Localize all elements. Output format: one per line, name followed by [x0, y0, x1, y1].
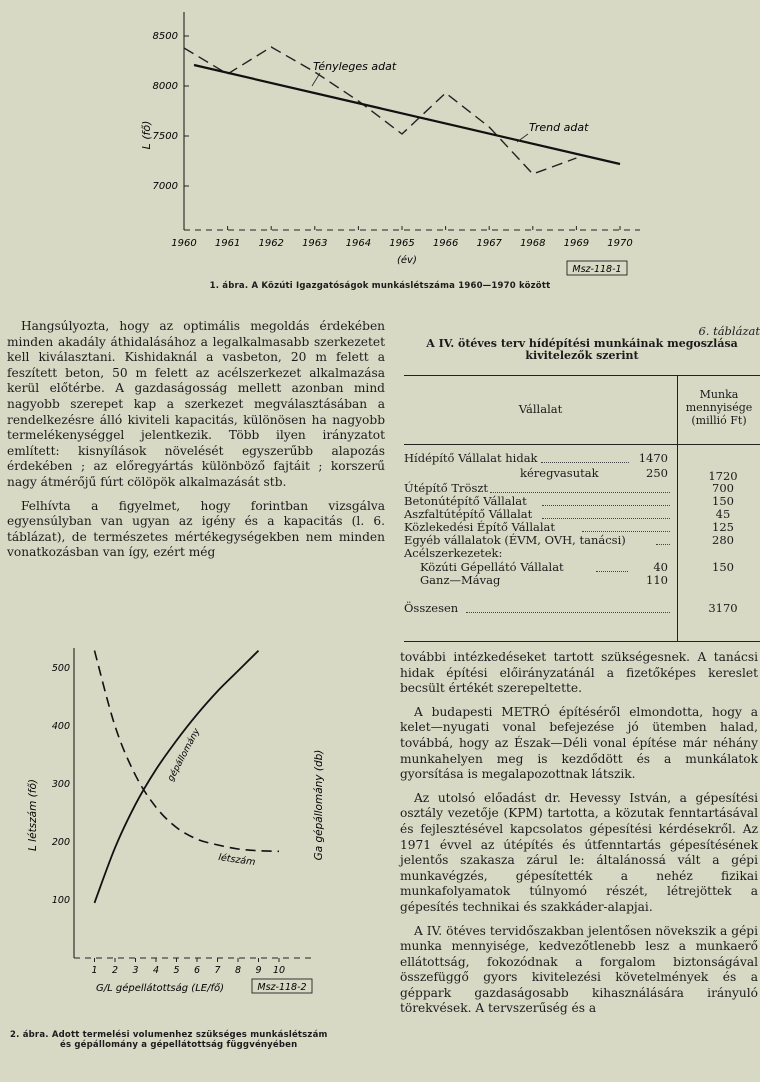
- table-header-amount-2: mennyisége: [685, 401, 753, 414]
- figure1-caption: 1. ábra. A Közúti Igazgatóságok munkáslétszáma 1960—1970 között: [209, 281, 551, 291]
- table-row-value: 150: [712, 494, 734, 508]
- table-title-2: kivitelezők szerint: [525, 349, 639, 362]
- left-text-column: [7, 319, 385, 561]
- table-row-label: Hídépítő Vállalat hidak: [404, 451, 538, 465]
- table-row-dots: [582, 531, 670, 532]
- table-row-value: 125: [712, 520, 734, 534]
- table-row-label: kéregvasutak: [520, 466, 599, 480]
- table-total-dots: [466, 612, 670, 613]
- figure2-ylabel-right: Ga gépállomány (db): [313, 749, 325, 861]
- table-total-label: Összesen: [404, 601, 459, 615]
- figure1-series: [184, 47, 620, 174]
- table-row-dots: [542, 505, 670, 506]
- table-rule-header: [404, 444, 760, 445]
- figure2-tag: Msz-118-2: [257, 982, 307, 993]
- figure1-trend-line: [194, 65, 620, 164]
- table-rule-bottom: [404, 641, 760, 642]
- table-row-dots: [541, 462, 629, 463]
- figure2-chart: [0, 640, 395, 1012]
- figure2-caption-1: 2. ábra. Adott termelési volumenhez szükséges munkáslétszám: [10, 1030, 328, 1040]
- figure1-xtick-label: 1963: [302, 238, 328, 249]
- figure2-xtick-label: 2: [111, 965, 119, 976]
- figure2-ytick-label: 100: [51, 895, 70, 906]
- left-paragraph-1: Hangsúlyozta, hogy az optimális megoldás érdekében minden akadály áthidalásához a legalkalmasabb szerkezetet kell kiválasztani. Kishidaknál a vasbeton, 20 m felett a feszített beton, 50 m felett az acélszerkezet alkalmazása kerül előtérbe. A gazdaságosság mellett azonban mind nagyobb szerepet kap a szerkezet megválasztásában a rendelkezésre álló kiviteli kapacitás, különösen ha nagyobb termelékenységgel jelentkezik. Több ilyen irányzatot említett: kisnyílások növelését egyszerűbb alapozás érdekében ; az előregyártás különböző fajtáit ; korszerű nagy átmérőjű fúrt cölöpök alkalmazását stb.: [7, 319, 385, 489]
- figure1-xtick-label: 1967: [476, 238, 502, 249]
- table-6: [404, 324, 760, 362]
- table-row-label: Útépítő Tröszt: [404, 481, 489, 495]
- table-total-value: 3170: [708, 601, 738, 615]
- figure2-xtick-label: 8: [234, 965, 242, 976]
- figure1-ytick-label: 8000: [152, 81, 178, 92]
- table-row-sub: 40: [653, 560, 668, 574]
- table-row-dots: [542, 518, 670, 519]
- figure1-xtick-label: 1966: [432, 238, 459, 249]
- figure1-label-actual-leader: [312, 73, 320, 86]
- figure2-xtick-label: 7: [214, 965, 221, 976]
- right-paragraph-2: A budapesti METRÓ építéséről elmondotta, hogy a kelet—nyugati vonal befejezése jó ütemben halad, továbbá, hogy az Észak—Déli vonal építése már néhány munkahelyen meg is kezdődött és a munkálatok gyorsítása is megalapozottnak látszik.: [400, 704, 758, 782]
- figure2-xtick-label: 5: [173, 965, 180, 976]
- table-rule-top: [404, 375, 760, 376]
- right-paragraph-3: Az utolsó előadást dr. Hevessy István, a gépesítési osztály vezetője (KPM) tartotta, a közutak fenntartásával és fejlesztésével kapcsolatos gépesítési kérdésekről. Az 1971 évvel az útépítés és útfenntartás gépesítésének jelentős szakasza zárul le: általánossá vált a gépi munkavégzés, gépesítették a nehéz fizikai munkafolyamatok túlnyomó részét, létrejöttek a gépesítés technikai és szakkáder-alapjai.: [400, 790, 758, 914]
- figure2-ytick-label: 500: [51, 663, 70, 674]
- figure2-ytick-label: 200: [51, 837, 70, 848]
- figure1-chart: [0, 0, 760, 300]
- table-row-dots: [656, 544, 670, 545]
- figure1-ytick-label: 8500: [152, 31, 178, 42]
- table-row-label: Betonútépítő Vállalat: [404, 494, 527, 508]
- table-header-amount: [678, 388, 760, 427]
- figure2-ytick-label: 300: [51, 779, 70, 790]
- figure1-ylabel: L (fő): [140, 120, 153, 150]
- figure1-tag: Msz-118-1: [572, 264, 622, 275]
- figure2-xtick-label: 1: [91, 965, 98, 976]
- table-row-value: 700: [712, 481, 734, 495]
- table-row-label: Aszfaltútépítő Vállalat: [404, 507, 533, 521]
- figure1-ytick-label: 7000: [152, 181, 178, 192]
- figure1-ytick-label: 7500: [152, 131, 178, 142]
- table-header-company: Vállalat: [518, 402, 563, 416]
- figure2-xtick-label: 4: [152, 965, 160, 976]
- figure2-caption-2: és gépállomány a gépellátottság függvényében: [60, 1040, 298, 1050]
- figure2-xtick-label: 6: [193, 965, 201, 976]
- table-row-value: 280: [712, 533, 734, 547]
- figure1-xlabel: (év): [397, 255, 417, 266]
- table-title-1: A IV. ötéves terv hídépítési munkáinak megoszlása: [426, 337, 738, 350]
- table-row-label: Közlekedési Építő Vállalat: [404, 520, 556, 534]
- figure2-ticks: [52, 663, 285, 976]
- figure1-xtick-label: 1970: [607, 238, 633, 249]
- table-row-sub: 250: [646, 466, 668, 480]
- figure2-caption: [10, 1030, 355, 1050]
- table-row-label: Acélszerkezetek:: [404, 546, 503, 560]
- figure2-xtick-label: 3: [132, 965, 139, 976]
- right-paragraph-1: további intézkedéseket tartott szükségesnek. A tanácsi hidak építési előirányzatánál a fizetőképes kereslet becsült értékét szerepeltette.: [400, 650, 758, 696]
- figure1-xtick-label: 1960: [171, 238, 197, 249]
- figure2-xtick-label: 9: [255, 965, 262, 976]
- right-text-column: [400, 650, 758, 1017]
- table-row-dots: [490, 492, 670, 493]
- table-row-value: 150: [712, 560, 734, 574]
- table-header-amount-3: (millió Ft): [691, 414, 747, 427]
- figure1-xtick-label: 1965: [389, 238, 415, 249]
- table-row-value: 1720: [708, 469, 738, 483]
- figure2-xtick-label: 10: [272, 965, 286, 976]
- figure1-xtick-label: 1961: [214, 238, 241, 249]
- figure1-xtick-label: 1964: [345, 238, 372, 249]
- figure1-xtick-label: 1969: [563, 238, 590, 249]
- table-row-sub: 1470: [638, 451, 668, 465]
- table-row-label: Egyéb vállalatok (ÉVM, OVH, tanácsi): [404, 533, 626, 547]
- table-row-sub: 110: [646, 573, 668, 587]
- figure1-label-actual: Tényleges adat: [313, 60, 397, 73]
- table-row-dots: [596, 571, 628, 572]
- figure1-label-trend: Trend adat: [529, 121, 589, 134]
- table-header-amount-1: Munka: [699, 388, 739, 401]
- left-paragraph-2: Felhívta a figyelmet, hogy forintban vizsgálva egyensúlyban van ugyan az igény és a kapacitás (l. 6. táblázat), de természetes mértékegységekben nem minden vonatkozásban van így, ezért még: [7, 498, 385, 560]
- table-row-label: Közúti Gépellátó Vállalat: [420, 560, 564, 574]
- figure2-axes: [74, 648, 312, 958]
- table-number: 6. táblázat: [698, 324, 760, 338]
- figure1-xtick-label: 1968: [520, 238, 546, 249]
- figure2-ylabel-left: L létszám (fő): [27, 779, 39, 851]
- right-paragraph-4: A IV. ötéves tervidőszakban jelentősen növekszik a gépi munka mennyisége, kedvezőtlenebb lesz a munkaerő ellátottság, fokozódnak a forgalom biztonságával összefüggő gyors kivitelezési követelmények és a géppark gazdaságosabb kihasználására irányuló törekvések. A tervszerűség és a: [400, 923, 758, 1016]
- figure2-label-machines: gépállomány: [166, 726, 203, 784]
- table-row-value: 45: [715, 507, 731, 521]
- figure1-xtick-label: 1962: [258, 238, 284, 249]
- figure2-ytick-label: 400: [51, 721, 70, 732]
- table-row-label: Ganz—Mávag: [420, 573, 501, 587]
- figure2-xlabel: G/L gépellátottság (LE/fő): [96, 983, 224, 994]
- figure2-label-workers: létszám: [217, 852, 256, 869]
